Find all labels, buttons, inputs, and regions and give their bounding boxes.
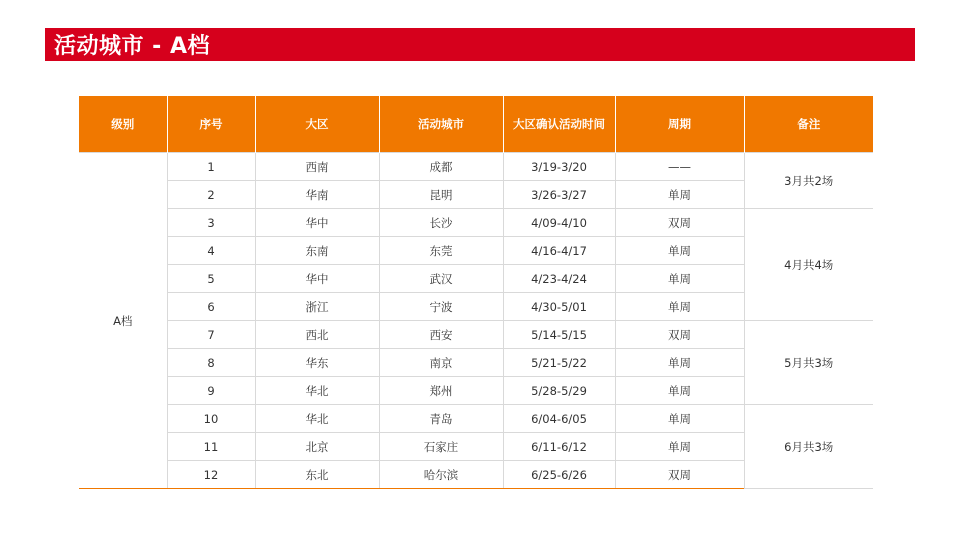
note-march: 3月共2场 [744,153,873,209]
row-no: 9 [167,377,255,405]
row-city: 东莞 [379,237,503,265]
row-city: 石家庄 [379,433,503,461]
row-city: 宁波 [379,293,503,321]
row-date: 4/30-5/01 [503,293,615,321]
row-cycle: 双周 [615,321,744,349]
header-row [79,96,873,153]
row-no: 5 [167,265,255,293]
row-region: 华北 [255,405,379,433]
row-no: 3 [167,209,255,237]
row-no: 4 [167,237,255,265]
row-date: 5/14-5/15 [503,321,615,349]
row-city: 长沙 [379,209,503,237]
tier-cell: A档 [79,153,167,489]
row-city: 昆明 [379,181,503,209]
table-row [79,153,873,181]
row-region: 西南 [255,153,379,181]
row-cycle: —— [615,153,744,181]
title-bar [45,28,915,61]
row-cycle: 双周 [615,209,744,237]
header-city: 活动城市 [379,96,503,153]
header-cycle: 周期 [615,96,744,153]
page-title: 活动城市 - A档 [54,34,210,59]
table-row [79,321,873,349]
row-cycle: 双周 [615,461,744,489]
row-no: 12 [167,461,255,489]
row-cycle: 单周 [615,181,744,209]
row-date: 6/11-6/12 [503,433,615,461]
row-no: 11 [167,433,255,461]
row-date: 6/04-6/05 [503,405,615,433]
row-date: 3/26-3/27 [503,181,615,209]
row-date: 4/09-4/10 [503,209,615,237]
row-region: 华南 [255,181,379,209]
header-tier: 级别 [79,96,167,153]
row-region: 浙江 [255,293,379,321]
header-region: 大区 [255,96,379,153]
row-region: 东北 [255,461,379,489]
row-city: 武汉 [379,265,503,293]
row-city: 西安 [379,321,503,349]
row-cycle: 单周 [615,293,744,321]
row-no: 2 [167,181,255,209]
row-date: 3/19-3/20 [503,153,615,181]
row-no: 6 [167,293,255,321]
row-region: 北京 [255,433,379,461]
row-cycle: 单周 [615,377,744,405]
row-no: 10 [167,405,255,433]
row-region: 东南 [255,237,379,265]
table-row [79,209,873,237]
row-region: 华中 [255,209,379,237]
row-cycle: 单周 [615,349,744,377]
row-city: 成都 [379,153,503,181]
city-schedule-table [79,96,873,489]
row-cycle: 单周 [615,237,744,265]
row-date: 4/23-4/24 [503,265,615,293]
header-note: 备注 [744,96,873,153]
note-april: 4月共4场 [744,209,873,321]
row-region: 华北 [255,377,379,405]
row-cycle: 单周 [615,433,744,461]
note-may: 5月共3场 [744,321,873,405]
row-date: 4/16-4/17 [503,237,615,265]
row-no: 8 [167,349,255,377]
row-cycle: 单周 [615,265,744,293]
header-date: 大区确认活动时间 [503,96,615,153]
row-region: 华中 [255,265,379,293]
row-no: 7 [167,321,255,349]
row-date: 5/21-5/22 [503,349,615,377]
row-no: 1 [167,153,255,181]
row-cycle: 单周 [615,405,744,433]
row-city: 南京 [379,349,503,377]
table-row [79,405,873,433]
row-city: 青岛 [379,405,503,433]
row-city: 哈尔滨 [379,461,503,489]
row-region: 西北 [255,321,379,349]
header-no: 序号 [167,96,255,153]
row-city: 郑州 [379,377,503,405]
row-date: 6/25-6/26 [503,461,615,489]
row-region: 华东 [255,349,379,377]
note-june: 6月共3场 [744,405,873,489]
row-date: 5/28-5/29 [503,377,615,405]
